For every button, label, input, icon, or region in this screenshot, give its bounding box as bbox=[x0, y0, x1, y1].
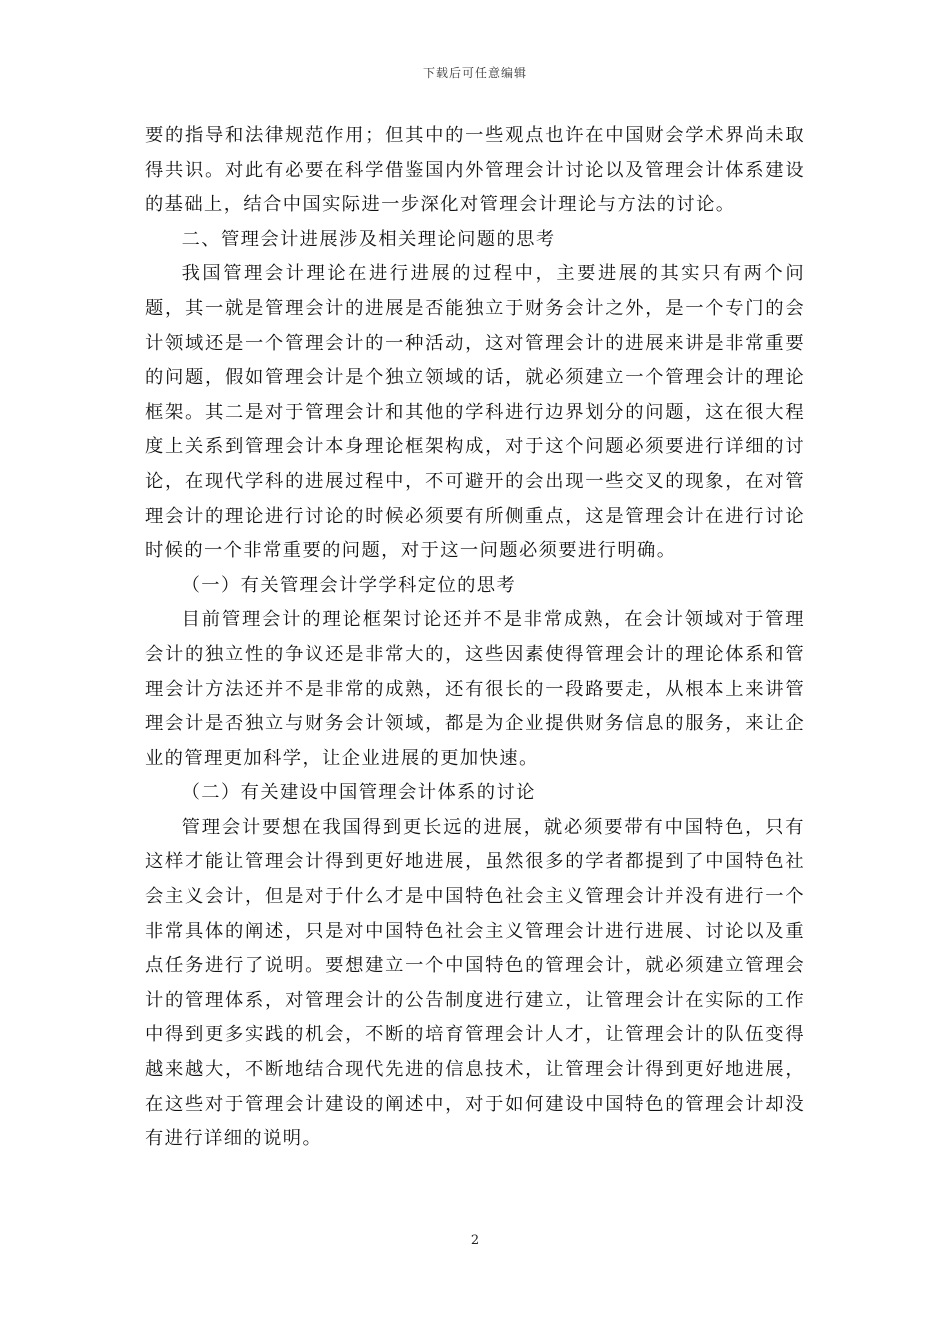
section-heading: 二、管理会计进展涉及相关理论问题的思考 bbox=[181, 228, 556, 250]
paragraph: 管理会计要想在我国得到更长远的进展，就必须要带有中国特色，只有这样才能让管理会计得到更好地进展，虽然很多的学者都提到了中国特色社会主义会计，但是对于什么才是中国特色社会主义管理会计并没有进行一个非常具体的阐述，只是对中国特色社会主义管理会计进行进展、讨论以及重点任务进行了说明。要想建立一个中国特色的管理会计，就必须建立管理会计的管理体系，对管理会计的公告制度进行建立，让管理会计在实际的工作中得到更多实践的机会，不断的培育管理会计人才，让管理会计的队伍变得越来越大，不断地结合现代先进的信息技术，让管理会计得到更好地进展，在这些对于管理会计建设的阐述中，对于如何建设中国特色的管理会计却没有进行详细的说明。 bbox=[145, 816, 805, 1150]
subsection-heading: （一）有关管理会计学学科定位的思考 bbox=[181, 574, 517, 596]
paragraph-continuation: 要的指导和法律规范作用；但其中的一些观点也许在中国财会学术界尚未取得共识。对此有必要在科学借鉴国内外管理会计讨论以及管理会计体系建设的基础上，结合中国实际进一步深化对管理会计理论与方法的讨论。 bbox=[145, 125, 805, 216]
page-number: 2 bbox=[470, 1233, 480, 1248]
page-header: 下载后可任意编辑 bbox=[422, 66, 527, 80]
paragraph: 目前管理会计的理论框架讨论还并不是非常成熟，在会计领域对于管理会计的独立性的争议还是非常大的，这些因素使得管理会计的理论体系和管理会计方法还并不是非常的成熟，还有很长的一段路要走，从根本上来讲管理会计是否独立与财务会计领域，都是为企业提供财务信息的服务，来让企业的管理更加科学，让企业进展的更加快速。 bbox=[145, 609, 805, 769]
paragraph: 我国管理会计理论在进行进展的过程中，主要进展的其实只有两个问题，其一就是管理会计的进展是否能独立于财务会计之外，是一个专门的会计领域还是一个管理会计的一种活动，这对管理会计的进展来讲是非常重要的问题，假如管理会计是个独立领域的话，就必须建立一个管理会计的理论框架。其二是对于管理会计和其他的学科进行边界划分的问题，这在很大程度上关系到管理会计本身理论框架构成，对于这个问题必须要进行详细的讨论，在现代学科的进展过程中，不可避开的会出现一些交叉的现象，在对管理会计的理论进行讨论的时候必须要有所侧重点，这是管理会计在进行讨论时候的一个非常重要的问题，对于这一问题必须要进行明确。 bbox=[145, 263, 805, 562]
subsection-heading: （二）有关建设中国管理会计体系的讨论 bbox=[181, 782, 536, 804]
document-body bbox=[145, 119, 805, 1157]
